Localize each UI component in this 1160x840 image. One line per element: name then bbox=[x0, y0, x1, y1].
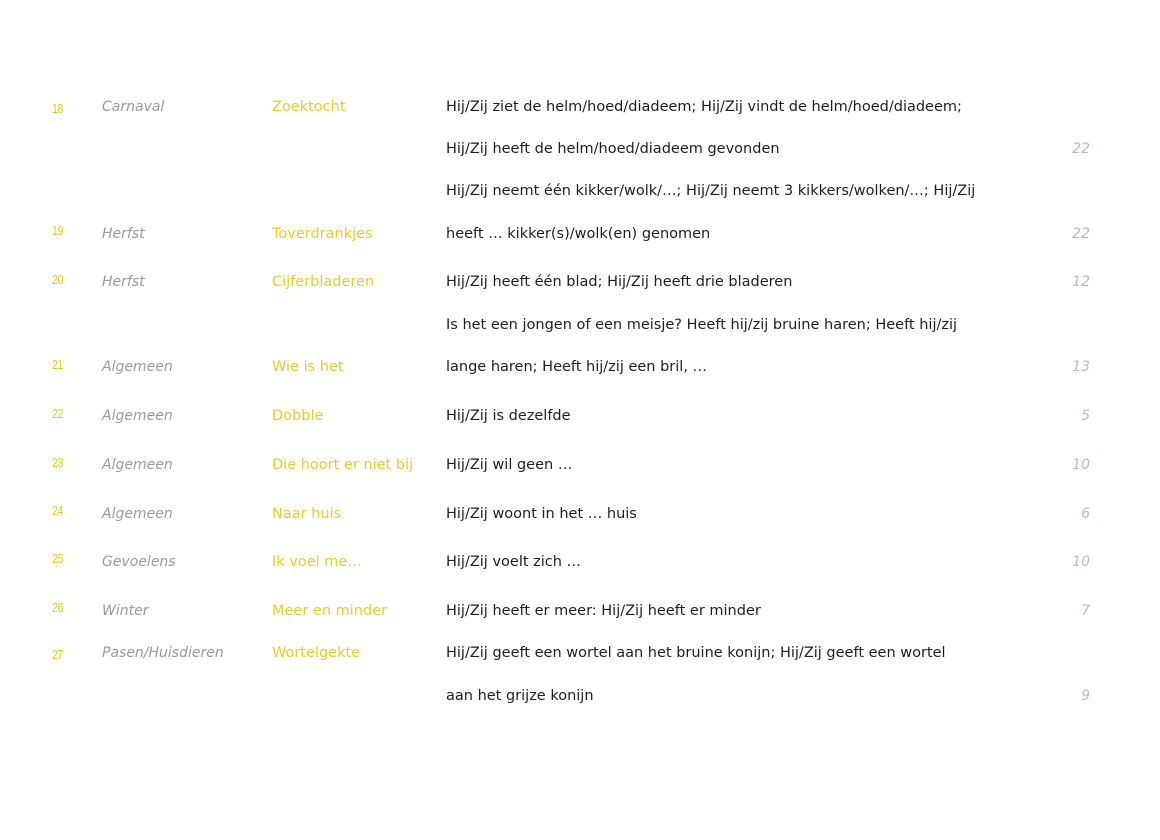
row-number: 27 bbox=[52, 647, 64, 662]
row-theme: Herfst bbox=[102, 274, 145, 290]
row-page-number: 12 bbox=[1072, 274, 1090, 290]
row-game: Cijferbladeren bbox=[272, 274, 375, 290]
row-theme: Algemeen bbox=[102, 359, 173, 375]
row-theme: Gevoelens bbox=[102, 554, 176, 570]
row-description-line: aan het grijze konijn bbox=[446, 688, 594, 704]
row-game: Naar huis bbox=[272, 506, 342, 522]
row-game: Wie is het bbox=[272, 359, 344, 375]
row-page-number: 5 bbox=[1081, 408, 1090, 424]
row-number: 26 bbox=[52, 600, 64, 615]
row-number: 25 bbox=[52, 551, 64, 566]
row-number: 22 bbox=[52, 406, 64, 421]
row-game: Die hoort er niet bij bbox=[272, 457, 414, 473]
row-theme: Herfst bbox=[102, 226, 145, 242]
row-number: 18 bbox=[52, 101, 64, 116]
row-theme: Algemeen bbox=[102, 506, 173, 522]
row-game: Ik voel me… bbox=[272, 554, 362, 570]
row-description-line: Hij/Zij geeft een wortel aan het bruine konijn; Hij/Zij geeft een wortel bbox=[446, 645, 946, 661]
row-game: Wortelgekte bbox=[272, 645, 361, 661]
row-description-line: Hij/Zij is dezelfde bbox=[446, 408, 571, 424]
row-game: Dobble bbox=[272, 408, 324, 424]
row-description-line: Hij/Zij heeft er meer: Hij/Zij heeft er minder bbox=[446, 603, 761, 619]
row-description-line: heeft … kikker(s)/wolk(en) genomen bbox=[446, 226, 711, 242]
row-description-line: Hij/Zij ziet de helm/hoed/diadeem; Hij/Zij vindt de helm/hoed/diadeem; bbox=[446, 99, 962, 115]
row-description-line: Hij/Zij neemt één kikker/wolk/…; Hij/Zij neemt 3 kikkers/wolken/…; Hij/Zij bbox=[446, 183, 976, 199]
row-number: 21 bbox=[52, 357, 64, 372]
row-description-line: Hij/Zij wil geen … bbox=[446, 457, 573, 473]
row-number: 20 bbox=[52, 272, 64, 287]
row-description-line: Hij/Zij woont in het … huis bbox=[446, 506, 637, 522]
row-theme: Carnaval bbox=[102, 99, 165, 115]
row-page-number: 7 bbox=[1081, 603, 1090, 619]
row-description-line: Hij/Zij heeft één blad; Hij/Zij heeft drie bladeren bbox=[446, 274, 793, 290]
row-description-line: Hij/Zij heeft de helm/hoed/diadeem gevonden bbox=[446, 141, 780, 157]
row-game: Meer en minder bbox=[272, 603, 388, 619]
row-game: Zoektocht bbox=[272, 99, 346, 115]
row-page-number: 10 bbox=[1072, 457, 1090, 473]
row-page-number: 22 bbox=[1072, 141, 1090, 157]
row-number: 23 bbox=[52, 455, 64, 470]
row-theme: Winter bbox=[102, 603, 149, 619]
row-description-line: Is het een jongen of een meisje? Heeft hij/zij bruine haren; Heeft hij/zij bbox=[446, 317, 958, 333]
row-description-line: Hij/Zij voelt zich … bbox=[446, 554, 582, 570]
row-description-line: lange haren; Heeft hij/zij een bril, … bbox=[446, 359, 708, 375]
row-theme: Algemeen bbox=[102, 408, 173, 424]
row-game: Toverdrankjes bbox=[272, 226, 373, 242]
row-theme: Pasen/Huisdieren bbox=[102, 645, 224, 661]
row-theme: Algemeen bbox=[102, 457, 173, 473]
row-page-number: 13 bbox=[1072, 359, 1090, 375]
row-page-number: 22 bbox=[1072, 226, 1090, 242]
row-number: 24 bbox=[52, 503, 64, 518]
row-page-number: 6 bbox=[1081, 506, 1090, 522]
row-page-number: 9 bbox=[1081, 688, 1090, 704]
row-page-number: 10 bbox=[1072, 554, 1090, 570]
row-number: 19 bbox=[52, 223, 64, 238]
